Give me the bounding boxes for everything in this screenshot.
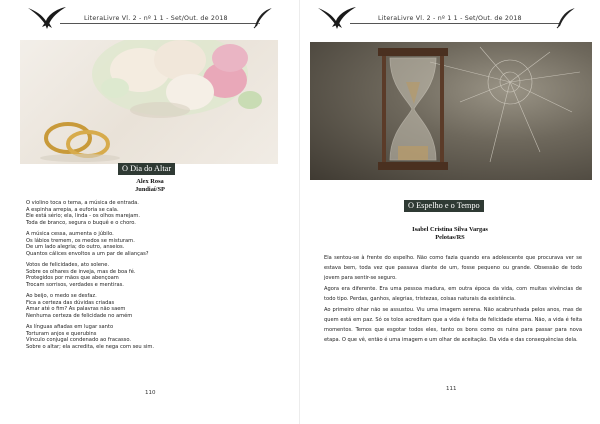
poem-line: Ele está sério; ela, linda - os olhos marejam. [26,213,140,219]
author-place: Pelotas/RS [435,234,465,241]
author-name: Isabel Cristina Silva Vargas [412,226,488,233]
poem-body [26,200,266,355]
quill-pen-icon [252,7,274,29]
author-name: Alex Rosa [136,178,164,185]
poem-line: Amar até o fim? As palavras não saem [26,306,126,312]
stanza [26,324,266,350]
header-rule [350,23,560,24]
poem-line: Fica a certeza das dúvidas criadas [26,299,115,306]
header-title: LiteraLivre Vl. 2 - nº 1 1 - Set/Out. de 2018 [84,15,228,22]
poem-line: Toda de branco, segura o buquê e o choro. [26,219,136,226]
poem-line: O violino toca o tema, a música de entrada. [26,200,139,206]
wedding-photo [20,40,278,164]
paragraph: Ao primeiro olhar não se assustou. Viu uma imagem serena. Não acabrunhada pelos anos, mas de quem está em paz. Só os tolos acreditam que a vida é feita de felicidade eterna. Não, a vida é feita momentos. Temos que esgotar todos eles, tanto os bons como os ruins para passar para nova etapa. O que vê, então é uma imagem e um olhar de aceitação. Da vida e das consequências dela. [324,307,582,343]
right-header [300,5,600,31]
story-body [324,253,582,346]
page-number: 111 [446,386,457,392]
author-place: Jundiaí/SP [135,186,165,193]
poem-line: Sobre o altar; ela acredita, ele nega com seu sim. [26,343,155,350]
poem-line: Trocam sorrisos, verdades e mentiras. [26,281,124,288]
poem-line: Torturam anjos e querubins [26,330,97,337]
stanza [26,231,266,257]
poem-line: Vínculo conjugal condenado ao fracasso. [26,337,132,343]
left-header [0,5,300,31]
poem-title: O Dia do Altar [118,163,175,175]
story-title: O Espelho e o Tempo [404,200,484,212]
poem-line: As línguas afiadas em lugar santo [26,324,114,330]
header-title: LiteraLivre Vl. 2 - nº 1 1 - Set/Out. de 2018 [378,15,522,22]
poem-line: Quantos cálices envoltos a um par de alianças? [26,250,149,257]
story-author [390,226,510,242]
stanza [26,262,266,288]
paragraph: Agora era diferente. Era uma pessoa madura, em outra época da vida, com muitas vivências de todo tipo. Perdas, ganhos, alegrias, tristezas, coisas naturais da existência. [324,286,582,302]
header-rule [60,23,260,24]
poem-line: Votos de felicidades, ato solene. [26,262,110,268]
stanza [26,200,266,226]
swallow-bird-icon [316,5,358,31]
poem-line: A música cessa, aumenta o júbilo. [26,231,114,237]
poem-line: Protegidos por mãos que abençoam [26,275,119,281]
quill-pen-icon [555,7,577,29]
poem-line: A espinha arrepia, a euforia se cala. [26,206,119,213]
stanza [26,293,266,319]
poem-line: Os lábios tremem, os medos se misturam. [26,237,135,244]
poem-line: Sobre os olhares de inveja, mas de boa fé. [26,268,136,275]
poem-author [110,178,190,194]
paragraph: Ela sentou-se à frente do espelho. Não como fazia quando era adolescente que procurava ver se estava bem, toda vez que passava diante de um, fosse pequeno ou grande. Obsessão de todo jovem para sentir-se seguro. [324,255,582,281]
poem-line: Nenhuma certeza de felicidade no amém [26,312,133,319]
page-number: 110 [145,390,156,396]
swallow-bird-icon [26,5,68,31]
poem-line: De um lado alegria; do outro, anseios. [26,244,125,250]
poem-line: Ao beijo, o medo se desfaz. [26,293,97,299]
hourglass-mirror-photo [310,42,592,180]
right-page [300,0,600,424]
